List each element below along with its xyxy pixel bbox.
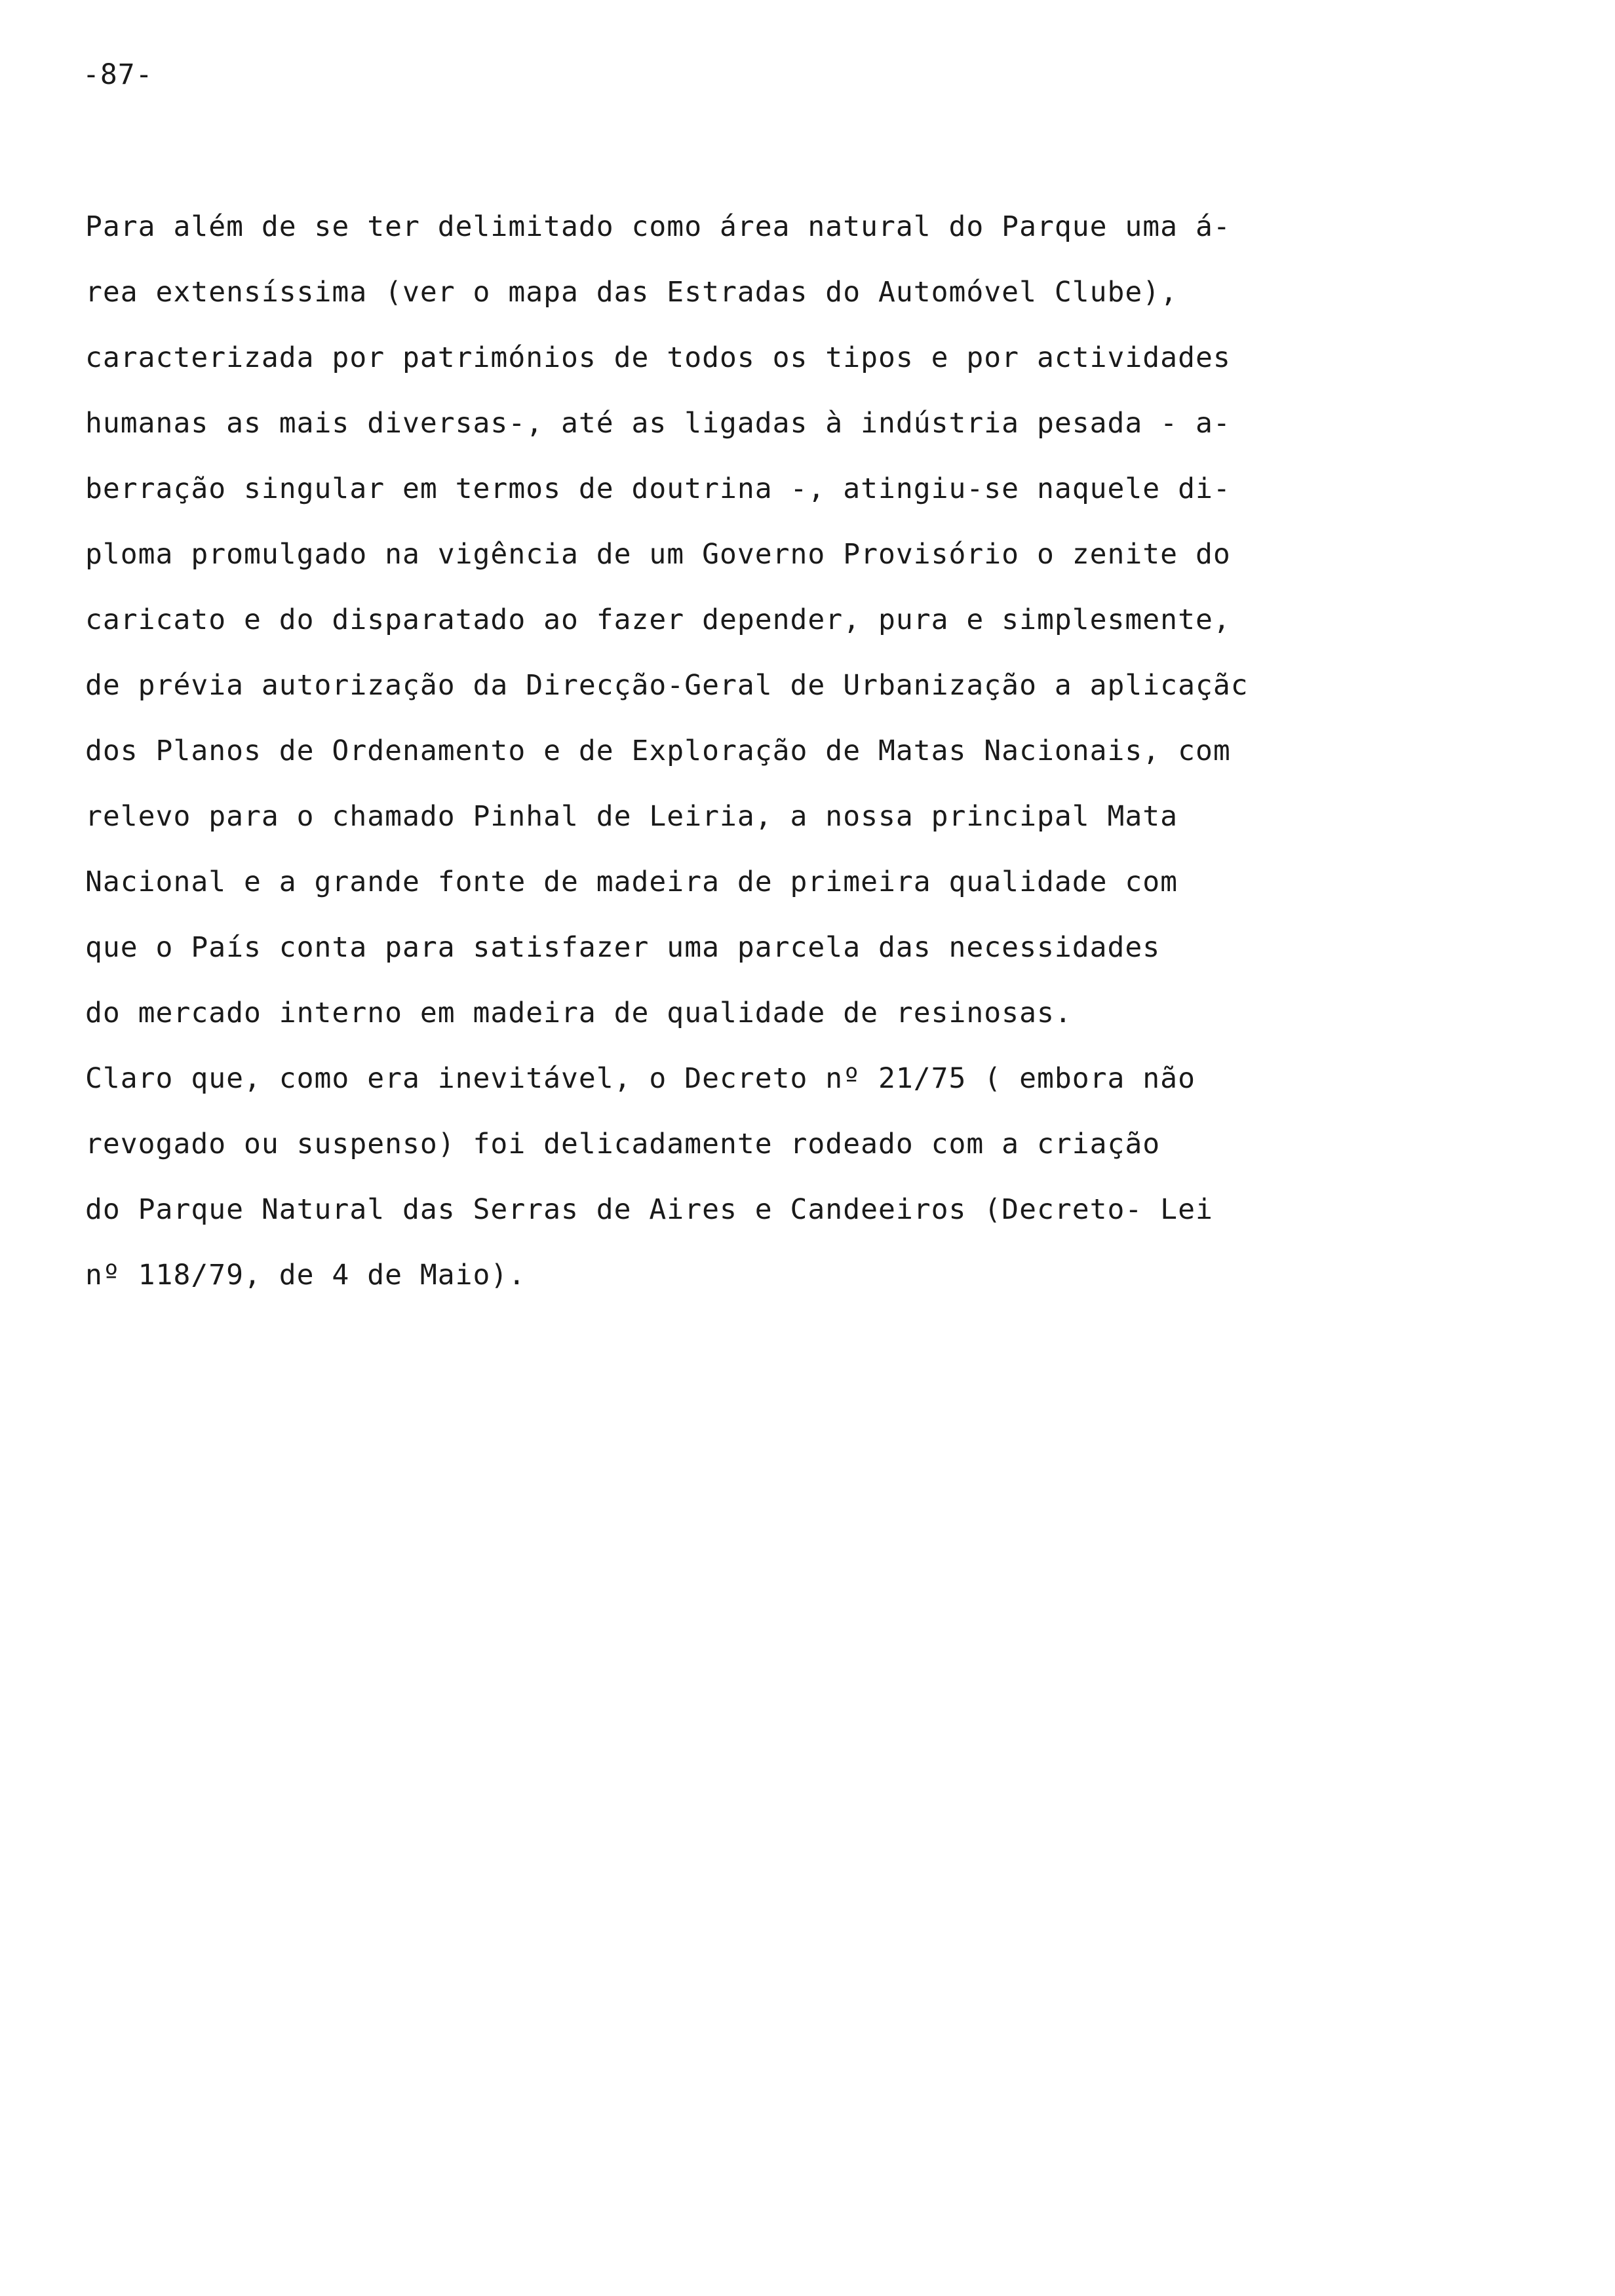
text-line: berração singular em termos de doutrina -, atingiu-se naquele di- [85,472,1231,505]
page-number: -87- [83,58,153,91]
text-line: humanas as mais diversas-, até as ligadas à indústria pesada - a- [85,407,1231,440]
text-line: nº 118/79, de 4 de Maio). [85,1259,526,1292]
text-line: Para além de se ter delimitado como área natural do Parque uma á- [85,210,1231,243]
text-line: rea extensíssima (ver o mapa das Estradas do Automóvel Clube), [85,276,1178,309]
body-text [85,207,1396,1321]
text-line: Claro que, como era inevitável, o Decreto nº 21/75 ( embora não [85,1062,1196,1095]
text-line: que o País conta para satisfazer uma parcela das necessidades [85,931,1161,964]
text-line: relevo para o chamado Pinhal de Leiria, a nossa principal Mata [85,800,1178,833]
text-line: do Parque Natural das Serras de Aires e Candeeiros (Decreto- Lei [85,1193,1213,1226]
text-line: dos Planos de Ordenamento e de Exploração de Matas Nacionais, com [85,735,1231,767]
text-line: caracterizada por patrimónios de todos os tipos e por actividades [85,341,1231,374]
text-line: de prévia autorização da Direcção-Geral de Urbanização a aplicaçãc [85,669,1249,702]
text-line: revogado ou suspenso) foi delicadamente rodeado com a criação [85,1128,1161,1160]
text-line: ploma promulgado na vigência de um Governo Provisório o zenite do [85,538,1231,571]
text-line: caricato e do disparatado ao fazer depender, pura e simplesmente, [85,603,1231,636]
text-line: Nacional e a grande fonte de madeira de primeira qualidade com [85,866,1178,898]
text-line: do mercado interno em madeira de qualidade de resinosas. [85,997,1072,1029]
